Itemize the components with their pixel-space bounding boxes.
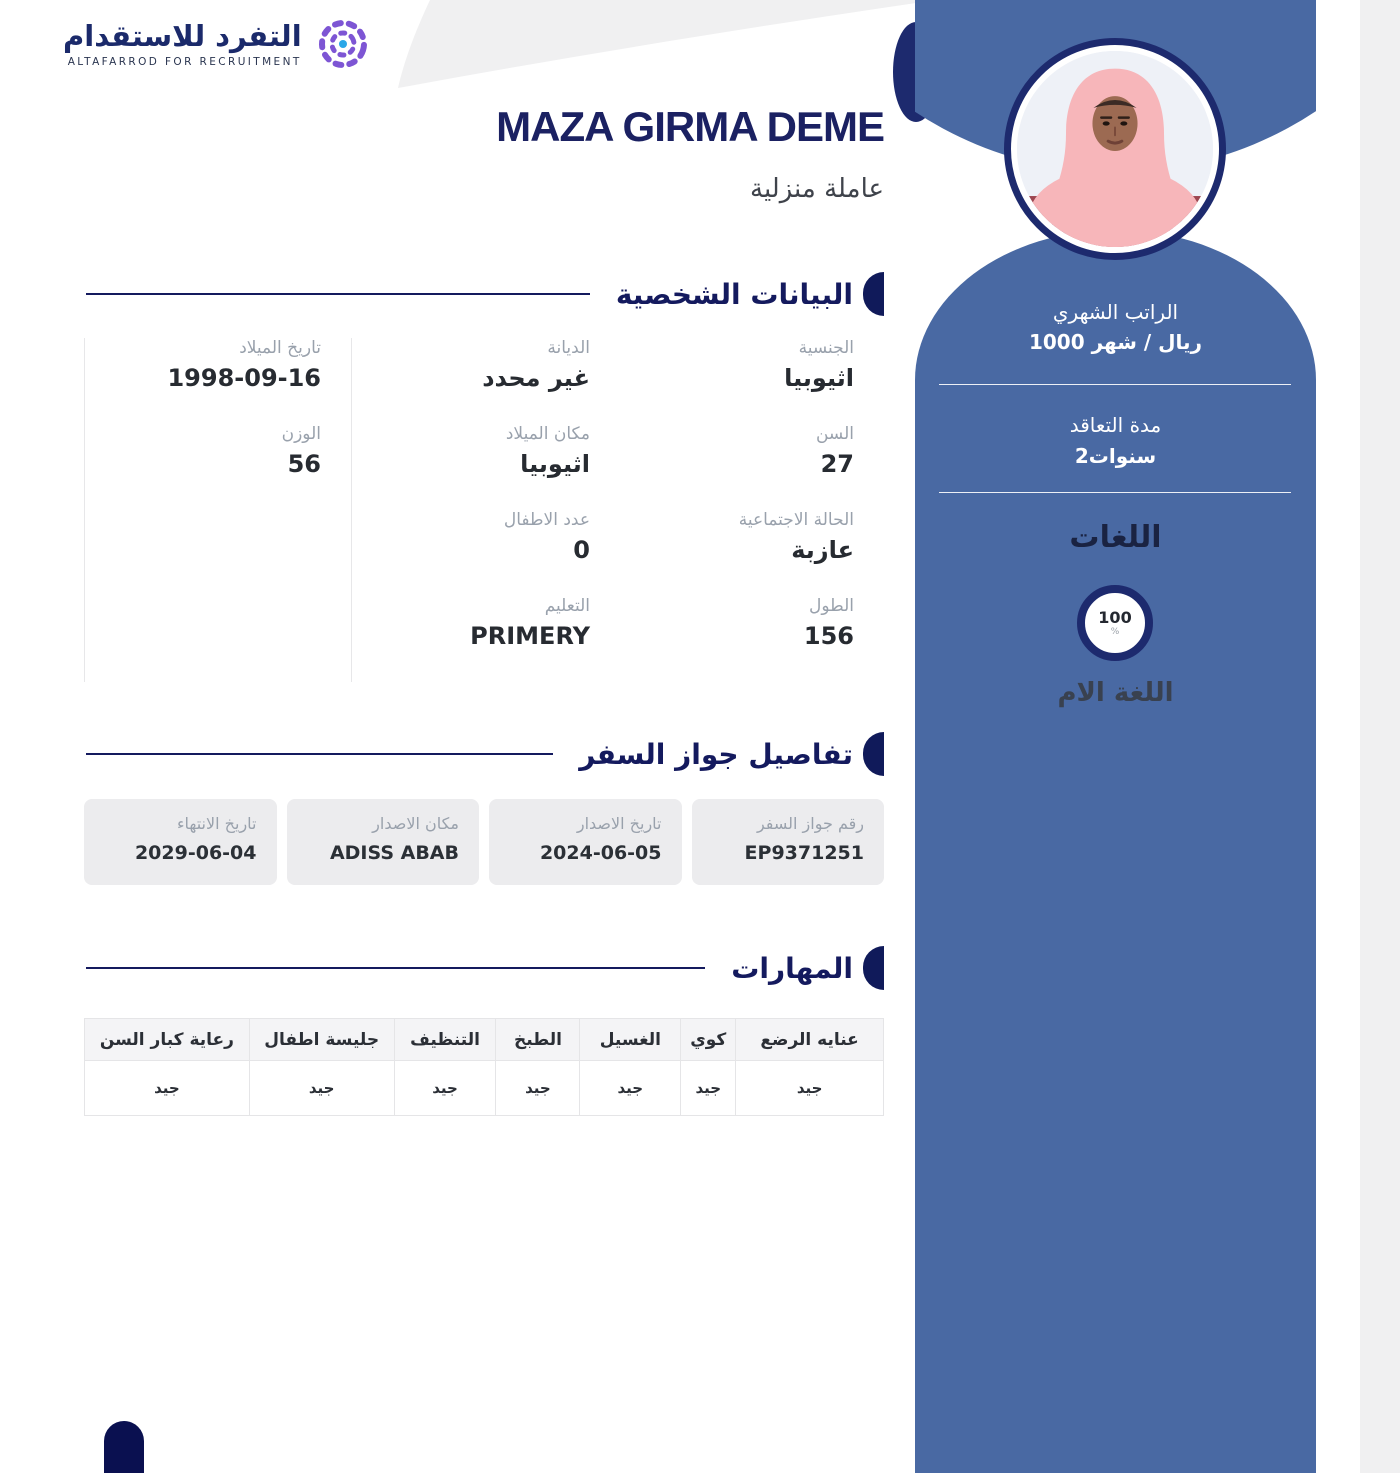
skill-column-laundry: الغسيل bbox=[580, 1019, 681, 1061]
passport-number-card: رقم جواز السفر EP9371251 bbox=[692, 799, 885, 885]
skill-column-ironing: كوي bbox=[681, 1019, 736, 1061]
languages-title: اللغات bbox=[1069, 520, 1162, 555]
mother-tongue-label: اللغة الام bbox=[1057, 678, 1174, 708]
sidebar-divider bbox=[939, 492, 1291, 493]
contract-duration-label: مدة التعاقد bbox=[1069, 413, 1162, 437]
passport-issue-date-card: تاريخ الاصدار 2024-06-05 bbox=[489, 799, 682, 885]
skill-column-elderly-care: رعاية كبار السن bbox=[85, 1019, 250, 1061]
agency-logo bbox=[63, 15, 372, 73]
profile-photo bbox=[1004, 38, 1226, 260]
sidebar-divider bbox=[939, 384, 1291, 385]
personal-column-right bbox=[620, 338, 884, 682]
section-passport-header bbox=[84, 732, 884, 776]
personal-column-left bbox=[84, 338, 351, 682]
section-line bbox=[86, 753, 553, 755]
passport-issue-place-card: مكان الاصدار ADISS ABAB bbox=[287, 799, 480, 885]
percent-symbol: % bbox=[1110, 626, 1120, 637]
skills-header-row bbox=[85, 1019, 884, 1061]
salary-label: الراتب الشهري bbox=[1052, 300, 1179, 324]
field-nationality: الجنسية اثيوبيا bbox=[784, 338, 854, 392]
section-personal-title: البيانات الشخصية bbox=[615, 277, 853, 311]
skills-value-row bbox=[85, 1061, 884, 1116]
field-marital-status: الحالة الاجتماعية عازبة bbox=[738, 510, 854, 564]
field-religion: الديانة غير محدد bbox=[482, 338, 590, 392]
field-weight: الوزن 56 bbox=[281, 424, 321, 478]
skill-column-cooking: الطبخ bbox=[496, 1019, 580, 1061]
skill-column-infant-care: عنايه الرضع bbox=[736, 1019, 884, 1061]
field-age: السن 27 bbox=[815, 424, 854, 478]
section-bullet-icon bbox=[863, 732, 884, 776]
contract-duration-value: 2سنوات bbox=[1074, 444, 1157, 468]
skill-value: جيد bbox=[580, 1061, 681, 1116]
skill-column-cleaning: التنظيف bbox=[394, 1019, 496, 1061]
language-percent: 100 bbox=[1098, 607, 1132, 627]
salary-value: 1000 ريال / شهر bbox=[1028, 330, 1203, 354]
section-bullet-icon bbox=[863, 946, 884, 990]
section-bullet-icon bbox=[863, 272, 884, 316]
section-skills-header bbox=[84, 946, 884, 990]
skill-value: جيد bbox=[85, 1061, 250, 1116]
section-personal-header bbox=[84, 272, 884, 316]
section-passport-title: تفاصيل جواز السفر bbox=[579, 737, 853, 771]
job-title: عاملة منزلية bbox=[750, 174, 884, 204]
logo-spiral-icon bbox=[314, 15, 372, 73]
skill-value: جيد bbox=[394, 1061, 496, 1116]
field-education: التعليم PRIMERY bbox=[470, 596, 590, 650]
skill-value: جيد bbox=[496, 1061, 580, 1116]
sidebar bbox=[915, 0, 1316, 1473]
personal-column-middle bbox=[351, 338, 620, 682]
passport-cards bbox=[84, 799, 884, 885]
skills-table bbox=[84, 1018, 884, 1116]
skill-value: جيد bbox=[249, 1061, 394, 1116]
section-line bbox=[86, 967, 705, 969]
field-birthdate: تاريخ الميلاد 1998-09-16 bbox=[167, 338, 321, 392]
agency-name-english: ALTAFARROD FOR RECRUITMENT bbox=[67, 55, 302, 68]
section-skills-title: المهارات bbox=[731, 951, 853, 985]
skill-value: جيد bbox=[736, 1061, 884, 1116]
section-line bbox=[86, 293, 590, 295]
worker-name: MAZA GIRMA DEME bbox=[496, 103, 884, 150]
passport-expiry-date-card: تاريخ الانتهاء 2029-06-04 bbox=[84, 799, 277, 885]
profile-photo-image bbox=[1017, 51, 1213, 247]
agency-name-arabic: التفرد للاستقدام bbox=[63, 19, 302, 54]
field-children-count: عدد الاطفال 0 bbox=[503, 510, 590, 564]
bottom-pill-decoration bbox=[104, 1421, 144, 1473]
field-height: الطول 156 bbox=[803, 596, 854, 650]
personal-data-grid bbox=[84, 338, 884, 682]
skill-column-babysitting: جليسة اطفال bbox=[249, 1019, 394, 1061]
field-birthplace: مكان الميلاد اثيوبيا bbox=[505, 424, 590, 478]
language-progress-ring bbox=[1077, 585, 1153, 661]
skill-value: جيد bbox=[681, 1061, 736, 1116]
